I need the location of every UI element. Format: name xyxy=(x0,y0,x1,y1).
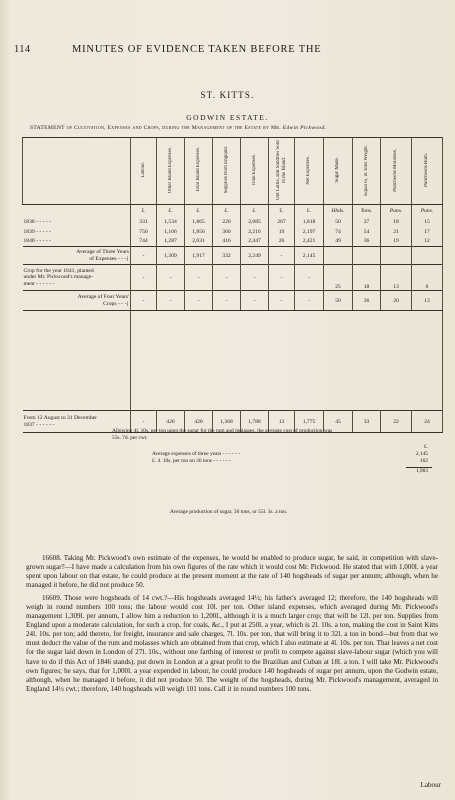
running-title: MINUTES OF EVIDENCE TAKEN BEFORE THE xyxy=(72,44,322,55)
page-number: 114 xyxy=(14,44,31,55)
page-header xyxy=(14,44,434,58)
calc-unit: £. xyxy=(423,444,428,450)
header-cell: Sugar Made. xyxy=(324,138,353,205)
from-1837-row: From 12 August to 31 December 1837 - - - - - - - 420 420 1,368 1,788 13 1,775 45 33 22 24 xyxy=(23,411,443,433)
notes-spacer-row xyxy=(23,311,443,411)
table-row: 1840 - - - - - 744 1,287 2,031 416 2,447 26 2,421 49 36 19 12 xyxy=(23,237,443,247)
unit-cell: £. xyxy=(213,205,241,217)
body-text xyxy=(26,554,438,698)
paragraph-16609: 16609. Those were hogsheads of 14 cwt.?—His hogsheads averaged 14½; his father's averaged 12; therefore, the 140 hogsheads will weigh in round numbers 100 tons; the labour would cost 10l. per ton. Other island expenses, which averaged during Mr. Pickwood's management 1,309l. per annum, I allow him a reduction to 1,200l., although it is a much larger crop; that will be 12l. per ton. Supplies from England upon a moderate calculation, for such a crop, for coals, &c., I put at 250l. a year, which is 2l. 10s. a ton, making the cost in Saint Kitts 24l. 10s. per ton; add thereto, for freight, insurance and sale charges, 7l. 10s. per ton, that will bring it to 32l. a ton in bond—but from that we must deduct the value of the rum and molasses which are obtained from that crop, which I also estimate at 4l. 10s. per ton. That leaves a net cost for the sugar laid down in London of 27l. 10s., without one farthing of interest or profit to compete against slave-labour sugar (which you will have to do if this Act of 1846 stands), put down in London at a great profit to the Brazilian and Cuban at 18l. a ton. I will take Mr. Pickwood's own figures; he says, that for 1,000l. a year expended in labour, he could produce 140 hogsheads of sugar per annum, upon the Godwin estate, although, when he managed it before, it did not produce 50. The weight of the hogsheads, during Mr. Pickwood's management, averaged in England 14½ cwt.; therefore, 140 hogsheads will weigh 101 tons. Call it in round numbers 100 tons. xyxy=(26,594,438,693)
header-cell: Puncheons Molasses. xyxy=(381,138,412,205)
average-production-note: Average production of sugar, 36 tons, or 55l. 3s. a ton. xyxy=(170,509,288,515)
table-row: 1839 - - - - - 750 1,106 1,856 360 2,216 19 2,197 74 54 21 17 xyxy=(23,227,443,237)
unit-cell: Hhds. xyxy=(324,205,353,217)
calc-2-value: 162 xyxy=(419,458,428,464)
header-cell: Net Expenses. xyxy=(295,138,324,205)
allowing-note-2: 55s. 7d. per cwt. xyxy=(112,435,148,441)
average-expenses-row: Average of Three Years of Expenses - - -} - 1,309 1,917 332 2,249 - 2,145 xyxy=(23,247,443,265)
statement-rest: of Cultivation, Expenses and Crops, during the Management of the Estate by Mr. xyxy=(66,125,281,131)
statement-lead: STATEMENT xyxy=(30,125,65,131)
header-cell: Total Island Expenses. xyxy=(185,138,213,205)
units-row xyxy=(23,205,443,217)
table-header-row xyxy=(23,138,443,205)
unit-cell: Tons. xyxy=(353,205,381,217)
statement-table xyxy=(22,137,443,433)
header-cell: Old Cattle, and Sundries Sold in the Island. xyxy=(269,138,295,205)
unit-cell: £. xyxy=(185,205,213,217)
calc-1-label: Average expenses of three years - - - - - - xyxy=(152,451,241,457)
allowing-note-1: Allowing 4l. 10s. per ton upon the sugar for the rum and molasses, the average cost of production was xyxy=(112,428,333,434)
calc-1-value: 2,145 xyxy=(415,451,428,457)
catchword: Labour xyxy=(420,781,441,789)
average-crops-row: Average of Four Years' Crops - - -} - - - - - - - 50 36 20 13 xyxy=(23,291,443,311)
table-notes xyxy=(112,428,442,474)
header-blank xyxy=(23,138,131,205)
header-cell: Equal to, in Tons Weight. xyxy=(353,138,381,205)
section-title: ST. KITTS. xyxy=(200,90,255,100)
unit-cell: Puns. xyxy=(381,205,412,217)
header-cell: Total Expenses. xyxy=(241,138,269,205)
header-cell: Other Island Expenses. xyxy=(157,138,185,205)
estate-title: GODWIN ESTATE. xyxy=(186,113,269,122)
statement-table-wrap xyxy=(22,137,442,433)
unit-cell: £. xyxy=(131,205,157,217)
paragraph-16608: 16608. Taking Mr. Pickwood's own estimate of the expenses, he would be enabled to produce sugar, he said, in competition with slave-grown sugar?—I have made a calculation from his own figures of the rate which it would cost Mr. Pickwood. He stated that with 1,000l. a year spent upon labour on that estate, he could produce at the present moment at the rate of 140 hogsheads of sugar per annum; although, when he managed it before, he did not produce 50. xyxy=(26,554,438,590)
calc-total: 1,983 xyxy=(415,468,428,474)
unit-cell: Puns. xyxy=(412,205,443,217)
header-cell: Puncheons Rum. xyxy=(412,138,443,205)
unit-cell: £. xyxy=(241,205,269,217)
unit-cell: £. xyxy=(295,205,324,217)
unit-cell: £. xyxy=(269,205,295,217)
statement-caption xyxy=(30,125,430,131)
calc-2-label: £. 4. 10s. per ton on 36 tons - - - - - - xyxy=(152,458,231,464)
table-row: 1838 - - - - - 331 1,534 1,865 220 2,085 267 1,818 50 37 18 15 xyxy=(23,217,443,227)
crop-1841-row: Crop for the year 1841, planted under Mr. Pickwood's manage- ment - - - - - - - - - - - - - 25 18 13 6 xyxy=(23,265,443,291)
header-cell: Labour. xyxy=(131,138,157,205)
header-cell: Supplies from England. xyxy=(213,138,241,205)
unit-cell: £. xyxy=(157,205,185,217)
statement-name: Edwin Pickwood. xyxy=(282,125,327,131)
